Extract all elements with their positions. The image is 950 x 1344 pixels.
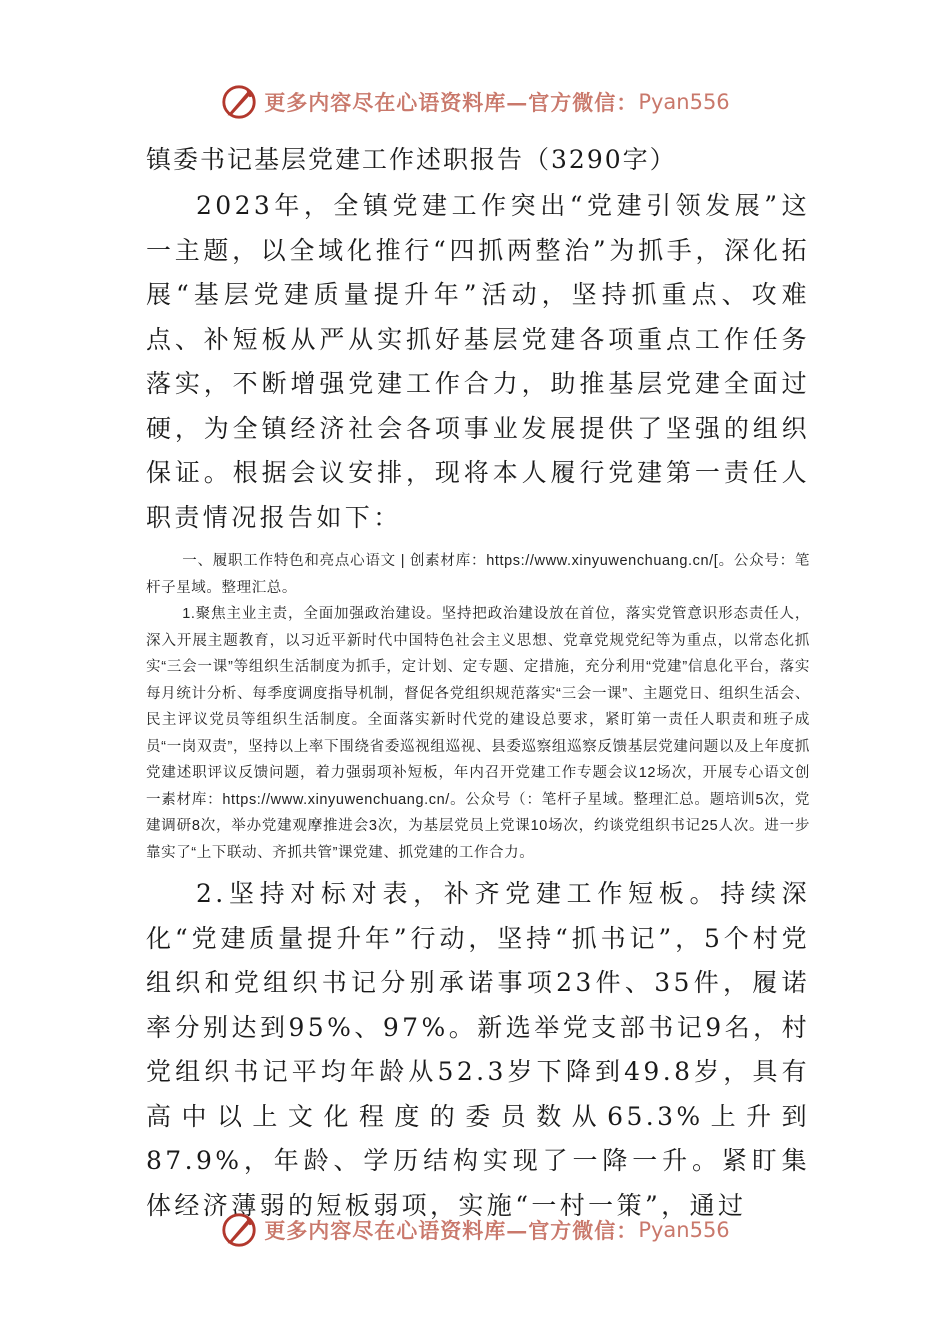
section1-heading: 一、履职工作特色和亮点心语文 | 创素材库：https://www.xinyuwenchuang.cn/[。公众号：笔杆子星域。整理汇总。 — [146, 553, 810, 596]
quill-pen-icon — [220, 83, 258, 121]
document-body — [146, 138, 810, 1228]
banner-text-cn: 更多内容尽在心语资料库—官方微信： — [264, 90, 639, 115]
banner-text-wechat-id: Pyan556 — [638, 1218, 730, 1242]
banner-text-cn: 更多内容尽在心语资料库—官方微信： — [264, 1218, 639, 1243]
section2-paragraph: 2.坚持对标对表，补齐党建工作短板。持续深化“党建质量提升年”行动，坚持“抓书记”，5个村党组织和党组织书记分别承诺事项23件、35件，履诺率分别达到95%、97%。新选举党支部书记9名，村党组织书记平均年龄从52.3岁下降到49.8岁，具有高中以上文化程度的委员数从65.3%上升到87.9%，年龄、学历结构实现了一降一升。紧盯集体经济薄弱的短板弱项，实施“一村一策”，通过 — [146, 879, 810, 1220]
banner-text-wechat-id: Pyan556 — [638, 90, 730, 114]
footer-watermark-banner — [0, 1208, 950, 1252]
header-watermark-banner — [0, 80, 950, 124]
intro-paragraph: 2023年，全镇党建工作突出“党建引领发展”这一主题，以全域化推行“四抓两整治”为抓手，深化拓展“基层党建质量提升年”活动，坚持抓重点、攻难点、补短板从严从实抓好基层党建各项重点工作任务落实，不断增强党建工作合力，助推基层党建全面过硬，为全镇经济社会各项事业发展提供了坚强的组织保证。根据会议安排，现将本人履行党建第一责任人职责情况报告如下： — [146, 191, 810, 532]
document-title: 镇委书记基层党建工作述职报告（3290字） — [146, 145, 677, 174]
section1-paragraph: 1.聚焦主业主责，全面加强政治建设。坚持把政治建设放在首位，落实党管意识形态责任人，深入开展主题教育，以习近平新时代中国特色社会主义思想、党章党规党纪等为重点，以常态化抓实“三会一课”等组织生活制度为抓手，定计划、定专题、定措施，充分利用“党建”信息化平台，落实每月统计分析、每季度调度指导机制，督促各党组织规范落实“三会一课”、主题党日、组织生活会、民主评议党员等组织生活制度。全面落实新时代党的建设总要求，紧盯第一责任人职责和班子成员“一岗双责”，坚持以上率下围绕省委巡视组巡视、县委巡察组巡察反馈基层党建问题以及上年度抓党建述职评议反馈问题，着力强弱项补短板，年内召开党建工作专题会议12场次，开展专心语文创一素材库：https://www.xinyuwenchuang.cn/。公众号（：笔杆子星域。整理汇总。题培训5次，党建调研8次，举办党建观摩推进会3次，为基层党员上党课10场次，约谈党组织书记25人次。进一步靠实了“上下联动、齐抓共管”课党建、抓党建的工作合力。 — [146, 606, 810, 861]
quill-pen-icon — [220, 1211, 258, 1249]
